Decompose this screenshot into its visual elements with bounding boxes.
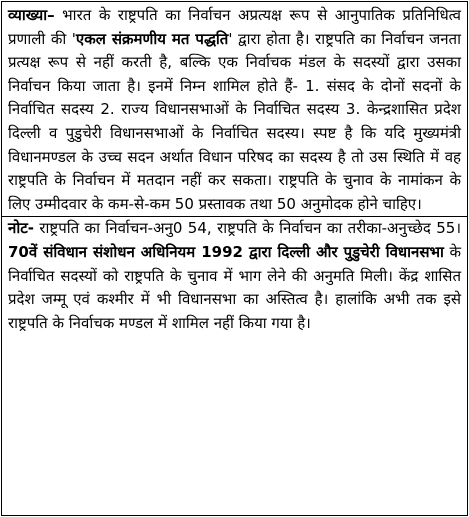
explanation-text-2: ' द्वारा होता है। राष्ट्रपति का निर्वाचन जनता प्रत्यक्ष रूप से नहीं करती है, बल्कि एक निर्वाचक मंडल के सदस्यों द्वारा उसका निर्वाचन किया जाता है। इनमें निम्न शामिल होते हैं- 1. संसद के दोनों सदनों के निर्वाचित सदस्य 2. राज्य विधानसभाओं के निर्वाचित सदस्य 3. केन्द्रशासित प्रदेश दिल्ली व पुडुचेरी विधानसभाओं के निर्वाचित सदस्य। स्पष्ट है कि यदि मुख्यमंत्री विधानमण्डल के उच्च सदन अर्थात विधान परिषद का सदस्य है तो उस स्थिति में वह राष्ट्रपति के निर्वाचन में मतदान नहीं कर सकता। राष्ट्रपति के चुनाव के नामांकन के लिए उम्मीदवार के कम-से-कम 50 प्रस्तावक तथा 50 अनुमोदक होने चाहिए। (8, 29, 461, 213)
explanation-box (1, 1, 468, 516)
amendment-highlight: 70वें संविधान संशोधन अधिनियम 1992 द्वारा दिल्ली और पुडुचेरी विधानसभा (8, 242, 444, 261)
note-text-1: राष्ट्रपति का निर्वाचन-अनु0 54, राष्ट्रपति के निर्वाचन का तरीका-अनुच्छेद 55। (34, 219, 461, 238)
note-label: नोट- (8, 219, 34, 238)
voting-system-term: एकल संक्रमणीय मत पद्धति (75, 29, 229, 48)
note-text-2: के निर्वाचित सदस्यों को राष्ट्रपति के चुनाव में भाग लेने की अनुमति मिली। केंद्र शासित प्रदेश जम्मू एवं कश्मीर में भी विधानसभा का अस्तित्व है। हालांकि अभी तक इसे राष्ट्रपति के निर्वाचक मण्डल में शामिल नहीं किया गया है। (8, 242, 461, 332)
explanation-paragraph (8, 4, 461, 216)
note-paragraph (8, 217, 461, 335)
explanation-text-1: भारत के राष्ट्रपति का निर्वाचन अप्रत्यक्ष रूप से आनुपातिक प्रतिनिधित्व प्रणाली की ' (8, 6, 461, 48)
explanation-label: व्याख्या– (8, 6, 55, 24)
